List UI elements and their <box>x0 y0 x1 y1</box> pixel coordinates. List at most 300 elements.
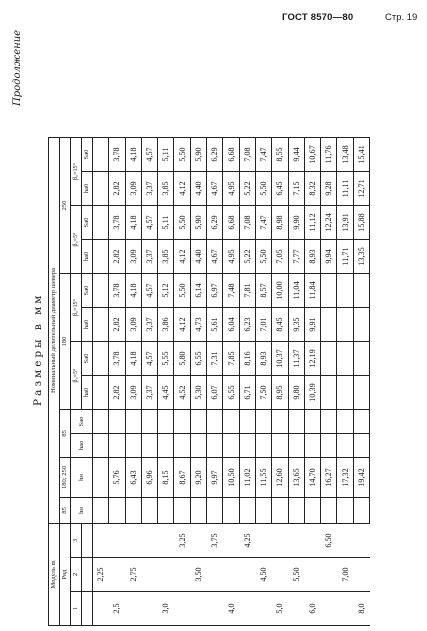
cell-b5h: 4,45 <box>158 376 174 410</box>
cell-r3 <box>125 524 141 558</box>
cell-c5h: 2,82 <box>109 240 125 274</box>
cell-s85 <box>223 410 239 434</box>
cell-c5s: 4,18 <box>125 206 141 240</box>
table-row <box>239 138 255 626</box>
cell-c5s <box>93 206 109 240</box>
cell-c5h: 4,67 <box>207 240 223 274</box>
table-row <box>141 138 157 626</box>
header-beta15-250: β₀=15° <box>71 138 82 206</box>
cell-b15h: 8,45 <box>272 308 288 342</box>
cell-b15s: 8,57 <box>255 274 271 308</box>
cell-b15s: 3,78 <box>109 274 125 308</box>
cell-c5s: 13,91 <box>337 206 353 240</box>
cell-r3 <box>288 524 304 558</box>
cell-r2 <box>207 558 223 592</box>
cell-c5s: 7,08 <box>239 206 255 240</box>
cell-r1 <box>337 592 353 626</box>
cell-s85 <box>321 410 337 434</box>
cell-b15h: 7,01 <box>255 308 271 342</box>
cell-hn85 <box>190 498 206 524</box>
cell-hn: 11,55 <box>255 458 271 498</box>
cell-r2: 5,50 <box>288 558 304 592</box>
cell-b5h: 5,30 <box>190 376 206 410</box>
cell-s85 <box>109 410 125 434</box>
cell-c15s: 6,68 <box>223 138 239 172</box>
cell-c5s: 5,90 <box>190 206 206 240</box>
cell-r3 <box>223 524 239 558</box>
cell-c5s: 5,11 <box>158 206 174 240</box>
cell-b5s: 11,37 <box>288 342 304 376</box>
table-row <box>158 138 174 626</box>
cell-r3 <box>272 524 288 558</box>
cell-b5s: 5,55 <box>158 342 174 376</box>
cell-s85 <box>141 410 157 434</box>
cell-hn85 <box>223 498 239 524</box>
cell-b15s: 10,00 <box>272 274 288 308</box>
cell-r1 <box>239 592 255 626</box>
header-sa0-180-5: Sa0 <box>82 342 93 376</box>
cell-c5h: 11,71 <box>337 240 353 274</box>
cell-c15h: 5,22 <box>239 172 255 206</box>
cell-b5s: 12,19 <box>304 342 320 376</box>
cell-b5h: 3,09 <box>125 376 141 410</box>
cell-c5h: 7,05 <box>272 240 288 274</box>
cell-b15h: 9,91 <box>304 308 320 342</box>
cell-s85 <box>272 410 288 434</box>
cell-c15s: 13,48 <box>337 138 353 172</box>
cell-r1: 8,0 <box>353 592 369 626</box>
header-hn: hн <box>71 458 93 498</box>
cell-c5s: 5,50 <box>174 206 190 240</box>
cell-hn: 8,67 <box>174 458 190 498</box>
cell-r1 <box>174 592 190 626</box>
cell-b15s <box>321 274 337 308</box>
cell-b5h: 6,71 <box>239 376 255 410</box>
cell-c15s <box>93 138 109 172</box>
cell-b15s: 5,50 <box>174 274 190 308</box>
cell-b5s <box>337 342 353 376</box>
cell-r3 <box>190 524 206 558</box>
cell-r3: 3,25 <box>174 524 190 558</box>
cell-r1 <box>255 592 271 626</box>
table-row <box>304 138 320 626</box>
header-row-3-empty <box>82 524 93 558</box>
rotated-table-area <box>10 29 422 626</box>
cell-r2 <box>174 558 190 592</box>
cell-r2 <box>141 558 157 592</box>
cell-h85 <box>321 434 337 458</box>
cell-s85 <box>288 410 304 434</box>
cell-h85 <box>255 434 271 458</box>
cell-hn85 <box>255 498 271 524</box>
header-d85-b: 85 <box>60 410 71 458</box>
table-row <box>125 138 141 626</box>
cell-s85 <box>174 410 190 434</box>
cell-hn: 19,42 <box>353 458 369 498</box>
header-hn85: hн <box>71 498 93 524</box>
continuation-label: Продолжение <box>12 29 23 106</box>
cell-hn85 <box>321 498 337 524</box>
cell-c5s: 7,47 <box>255 206 271 240</box>
cell-hn85 <box>207 498 223 524</box>
header-sa0-250-15: Sa0 <box>82 138 93 172</box>
cell-c15h: 4,12 <box>174 172 190 206</box>
cell-b5s: 5,80 <box>174 342 190 376</box>
table-row <box>288 138 304 626</box>
cell-r3 <box>255 524 271 558</box>
cell-c5h: 8,93 <box>304 240 320 274</box>
cell-b5s: 8,16 <box>239 342 255 376</box>
cell-r2 <box>239 558 255 592</box>
cell-r3 <box>158 524 174 558</box>
cell-r3 <box>337 524 353 558</box>
cell-b5s <box>353 342 369 376</box>
page-number: Стр. 19 <box>385 12 418 23</box>
cell-b15h: 4,73 <box>190 308 206 342</box>
table-row <box>353 138 369 626</box>
cell-b15s: 6,14 <box>190 274 206 308</box>
table-row <box>93 138 109 626</box>
cell-c15s: 11,76 <box>321 138 337 172</box>
cell-hn: 12,60 <box>272 458 288 498</box>
cell-b5h: 3,37 <box>141 376 157 410</box>
standard-number: ГОСТ 8570—80 <box>282 12 354 23</box>
cell-h85 <box>109 434 125 458</box>
cell-hn: 6,96 <box>141 458 157 498</box>
cell-b5s <box>321 342 337 376</box>
cell-b5s: 3,78 <box>109 342 125 376</box>
cell-hn85 <box>239 498 255 524</box>
cell-c15h: 3,09 <box>125 172 141 206</box>
cell-hn85 <box>304 498 320 524</box>
cell-b5h: 7,50 <box>255 376 271 410</box>
cell-c5s: 4,57 <box>141 206 157 240</box>
cell-c15h: 4,67 <box>207 172 223 206</box>
cell-r2 <box>353 558 369 592</box>
cell-r2: 3,50 <box>190 558 206 592</box>
cell-b15h <box>321 308 337 342</box>
cell-c5h: 9,94 <box>321 240 337 274</box>
header-row-1 <box>49 138 60 626</box>
table-row <box>321 138 337 626</box>
header-sa0-250-5: Sa0 <box>82 206 93 240</box>
cell-hn: 9,20 <box>190 458 206 498</box>
header-row-1-empty <box>82 592 93 626</box>
cell-c15h: 5,50 <box>255 172 271 206</box>
header-row-1: 1 <box>71 592 82 626</box>
header-row-3: 3 <box>71 524 82 558</box>
table-body <box>93 138 370 626</box>
cell-c5h: 7,77 <box>288 240 304 274</box>
cell-r2: 2,75 <box>125 558 141 592</box>
cell-hn85 <box>109 498 125 524</box>
cell-b5s: 10,37 <box>272 342 288 376</box>
cell-b5h <box>353 376 369 410</box>
cell-s85 <box>190 410 206 434</box>
cell-b15h: 5,61 <box>207 308 223 342</box>
cell-c15h: 3,37 <box>141 172 157 206</box>
cell-c5h: 5,50 <box>255 240 271 274</box>
cell-r3: 3,75 <box>207 524 223 558</box>
cell-c5h: 5,22 <box>239 240 255 274</box>
header-d250: 250 <box>60 138 71 274</box>
header-ha0-250-5: ha0 <box>82 240 93 274</box>
cell-c15s: 15,41 <box>353 138 369 172</box>
table-row <box>223 138 239 626</box>
cell-c15s: 7,47 <box>255 138 271 172</box>
cell-c5s: 11,12 <box>304 206 320 240</box>
dimensions-table <box>48 137 370 626</box>
cell-c5h: 3,85 <box>158 240 174 274</box>
cell-h85 <box>158 434 174 458</box>
cell-h85 <box>288 434 304 458</box>
cell-h85 <box>125 434 141 458</box>
header-s-ao: Sао <box>71 410 93 434</box>
cell-c5h: 4,95 <box>223 240 239 274</box>
cell-r1: 2,5 <box>109 592 125 626</box>
cell-c15h: 11,11 <box>337 172 353 206</box>
cell-c15s: 10,67 <box>304 138 320 172</box>
cell-c5h: 13,35 <box>353 240 369 274</box>
cell-r2 <box>158 558 174 592</box>
cell-b15h <box>93 308 109 342</box>
header-row-5 <box>82 138 93 626</box>
cell-c15h: 12,71 <box>353 172 369 206</box>
cell-r2: 7,00 <box>337 558 353 592</box>
cell-h85 <box>304 434 320 458</box>
cell-hn: 13,65 <box>288 458 304 498</box>
table-row <box>190 138 206 626</box>
cell-r2 <box>223 558 239 592</box>
cell-b15h <box>353 308 369 342</box>
cell-b5s: 4,18 <box>125 342 141 376</box>
cell-c15h: 6,45 <box>272 172 288 206</box>
cell-b15s: 4,57 <box>141 274 157 308</box>
cell-b15s: 7,81 <box>239 274 255 308</box>
cell-h85 <box>239 434 255 458</box>
cell-c15s: 5,11 <box>158 138 174 172</box>
cell-b5h: 10,39 <box>304 376 320 410</box>
header-module: Модуль m <box>49 524 60 626</box>
cell-c5s: 9,90 <box>288 206 304 240</box>
cell-hn: 6,43 <box>125 458 141 498</box>
header-beta5-180: β₀=5° <box>71 342 82 410</box>
cell-r1 <box>288 592 304 626</box>
cell-r1 <box>141 592 157 626</box>
cell-c5h <box>93 240 109 274</box>
cell-c5h: 3,09 <box>125 240 141 274</box>
cell-hn85 <box>174 498 190 524</box>
cell-c15s: 4,57 <box>141 138 157 172</box>
cell-r1 <box>190 592 206 626</box>
cell-hn85 <box>141 498 157 524</box>
cell-c5s: 8,98 <box>272 206 288 240</box>
cell-b15s <box>93 274 109 308</box>
header-d85-a: 85 <box>60 498 71 524</box>
cell-b5h: 9,80 <box>288 376 304 410</box>
cell-r3 <box>353 524 369 558</box>
cell-b5h <box>337 376 353 410</box>
table-row <box>337 138 353 626</box>
cell-b15s: 11,84 <box>304 274 320 308</box>
cell-b15s: 11,04 <box>288 274 304 308</box>
cell-b5s: 4,57 <box>141 342 157 376</box>
cell-c15s: 4,18 <box>125 138 141 172</box>
cell-b15s: 6,97 <box>207 274 223 308</box>
cell-s85 <box>125 410 141 434</box>
cell-r1 <box>93 592 109 626</box>
table-row <box>272 138 288 626</box>
cell-r2: 4,50 <box>255 558 271 592</box>
header-d180: 180 <box>60 274 71 410</box>
cell-b15s: 7,48 <box>223 274 239 308</box>
header-row-2: 2 <box>71 558 82 592</box>
cell-h85 <box>207 434 223 458</box>
cell-h85 <box>174 434 190 458</box>
cell-b5s: 8,93 <box>255 342 271 376</box>
header-nominal-diameter: Номинальный делительный диаметр шевера <box>49 138 60 524</box>
table-row <box>255 138 271 626</box>
cell-c5h: 3,37 <box>141 240 157 274</box>
cell-hn: 8,15 <box>158 458 174 498</box>
cell-r3 <box>304 524 320 558</box>
cell-c15h: 7,15 <box>288 172 304 206</box>
table-title: Размеры в мм <box>32 292 44 406</box>
cell-h85 <box>190 434 206 458</box>
cell-c5s: 12,24 <box>321 206 337 240</box>
cell-r3 <box>141 524 157 558</box>
header-ha0-180-5: ha0 <box>82 376 93 410</box>
cell-hn85 <box>93 498 109 524</box>
cell-r1: 6,0 <box>304 592 320 626</box>
cell-b15h: 9,35 <box>288 308 304 342</box>
cell-c15h <box>93 172 109 206</box>
cell-s85 <box>255 410 271 434</box>
cell-b5h: 6,55 <box>223 376 239 410</box>
cell-c15h: 4,40 <box>190 172 206 206</box>
cell-b15h: 6,23 <box>239 308 255 342</box>
cell-hn: 16,27 <box>321 458 337 498</box>
header-row-2-empty <box>82 558 93 592</box>
header-ha0-250-15: ha0 <box>82 172 93 206</box>
cell-r1: 3,0 <box>158 592 174 626</box>
header-row-2 <box>60 138 71 626</box>
cell-b5h <box>321 376 337 410</box>
table-row <box>109 138 125 626</box>
cell-b15s: 4,18 <box>125 274 141 308</box>
cell-r1 <box>321 592 337 626</box>
cell-hn85 <box>158 498 174 524</box>
cell-h85 <box>93 434 109 458</box>
cell-b5h: 4,52 <box>174 376 190 410</box>
cell-h85 <box>353 434 369 458</box>
cell-hn <box>93 458 109 498</box>
cell-h85 <box>272 434 288 458</box>
cell-r1 <box>207 592 223 626</box>
cell-r3: 4,25 <box>239 524 255 558</box>
cell-hn85 <box>353 498 369 524</box>
cell-c15h: 8,32 <box>304 172 320 206</box>
table-row <box>207 138 223 626</box>
cell-b15h: 3,86 <box>158 308 174 342</box>
cell-c15s: 5,50 <box>174 138 190 172</box>
cell-b5s <box>93 342 109 376</box>
cell-hn: 11,02 <box>239 458 255 498</box>
header-sa0-180-15: Sa0 <box>82 274 93 308</box>
header-row: Ряд <box>60 524 71 626</box>
cell-b15h: 3,09 <box>125 308 141 342</box>
cell-h85 <box>337 434 353 458</box>
table-row <box>174 138 190 626</box>
cell-s85 <box>239 410 255 434</box>
cell-s85 <box>158 410 174 434</box>
cell-c5s: 15,88 <box>353 206 369 240</box>
cell-c15s: 7,08 <box>239 138 255 172</box>
cell-b5h: 8,95 <box>272 376 288 410</box>
header-beta15-180: β₀=15° <box>71 274 82 342</box>
cell-r2: 2,25 <box>93 558 109 592</box>
header-h-ao: hао <box>71 434 93 458</box>
cell-hn85 <box>337 498 353 524</box>
cell-r1 <box>125 592 141 626</box>
cell-r2 <box>321 558 337 592</box>
cell-b5s: 7,31 <box>207 342 223 376</box>
cell-h85 <box>141 434 157 458</box>
cell-c15h: 4,95 <box>223 172 239 206</box>
cell-s85 <box>93 410 109 434</box>
cell-s85 <box>353 410 369 434</box>
cell-s85 <box>337 410 353 434</box>
cell-b5h: 6,07 <box>207 376 223 410</box>
cell-r3 <box>109 524 125 558</box>
cell-c5s: 6,29 <box>207 206 223 240</box>
cell-hn: 14,70 <box>304 458 320 498</box>
cell-b15s: 5,12 <box>158 274 174 308</box>
cell-hn: 5,76 <box>109 458 125 498</box>
cell-r1: 5,0 <box>272 592 288 626</box>
cell-hn85 <box>125 498 141 524</box>
cell-s85 <box>207 410 223 434</box>
header-beta5-250: β₀=5° <box>71 206 82 274</box>
cell-b15h <box>337 308 353 342</box>
cell-c15s: 5,90 <box>190 138 206 172</box>
cell-b15s <box>337 274 353 308</box>
cell-c15s: 9,44 <box>288 138 304 172</box>
cell-b5s: 6,55 <box>190 342 206 376</box>
cell-c5h: 4,40 <box>190 240 206 274</box>
cell-c5h: 4,12 <box>174 240 190 274</box>
cell-b15h: 6,04 <box>223 308 239 342</box>
cell-c15s: 3,78 <box>109 138 125 172</box>
cell-hn85 <box>272 498 288 524</box>
cell-c5s: 3,78 <box>109 206 125 240</box>
header-ha0-180-15: ha0 <box>82 308 93 342</box>
cell-h85 <box>223 434 239 458</box>
cell-c15s: 8,55 <box>272 138 288 172</box>
cell-b5s: 7,85 <box>223 342 239 376</box>
cell-b5h <box>93 376 109 410</box>
page-header <box>0 12 427 26</box>
cell-r3 <box>93 524 109 558</box>
cell-c15h: 9,28 <box>321 172 337 206</box>
cell-r2 <box>304 558 320 592</box>
cell-hn: 10,50 <box>223 458 239 498</box>
header-d180-250: 180; 250 <box>60 458 71 498</box>
cell-b15h: 2,82 <box>109 308 125 342</box>
cell-r2 <box>109 558 125 592</box>
cell-s85 <box>304 410 320 434</box>
cell-r3: 6,50 <box>321 524 337 558</box>
